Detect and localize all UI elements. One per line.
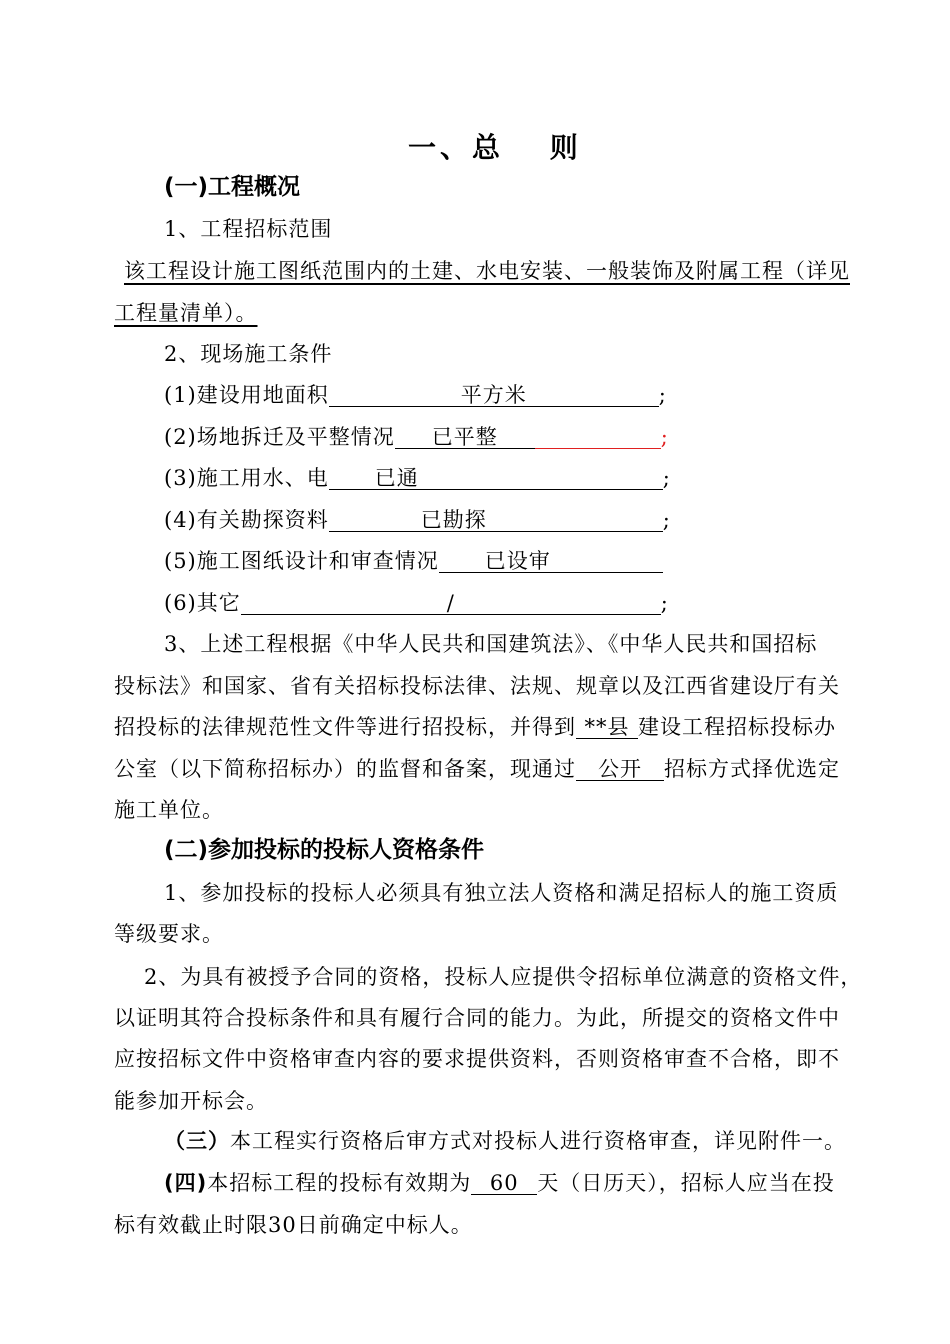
item2-label: 2、现场施工条件 xyxy=(164,342,333,366)
section2-p2-line4: 能参加开标会。 xyxy=(114,1089,268,1113)
condition-value: 已平整 xyxy=(395,422,535,449)
item3-line4-a: 公室（以下简称招标办）的监督和备案，现通过 xyxy=(114,757,576,781)
item3-line2: 投标法》和国家、省有关招标投标法律、法规、规章以及江西省建设厅有关 xyxy=(114,674,840,698)
section3 xyxy=(164,1126,846,1156)
section-heading-3: （三） xyxy=(164,1129,230,1153)
condition-label: (2)场地拆迁及平整情况 xyxy=(164,425,395,449)
page-title: 一、总 则 xyxy=(408,131,582,164)
item1-text-line1: 该工程设计施工图纸范围内的土建、水电安装、一般装饰及附属工程（详见 xyxy=(124,259,850,283)
section-heading-2: (二)参加投标的投标人资格条件 xyxy=(164,837,485,863)
section4-line2: 标有效截止时限30日前确定中标人。 xyxy=(114,1213,473,1237)
condition-value: 已设审 xyxy=(484,549,551,573)
condition-4 xyxy=(164,505,671,535)
condition-end: ; xyxy=(660,425,669,449)
condition-value-underline xyxy=(439,546,663,573)
condition-value-underline xyxy=(329,463,663,490)
section2-p2-line1: 2、为具有被授予合同的资格，投标人应提供令招标单位满意的资格文件， xyxy=(144,965,863,989)
section2-p2-line3: 应按招标文件中资格审查内容的要求提供资料，否则资格审查不合格，即不 xyxy=(114,1047,840,1071)
condition-end: ; xyxy=(658,383,667,407)
item1-text-line2: 工程量清单）。 xyxy=(114,301,258,325)
condition-end: ; xyxy=(662,466,671,490)
item3-line4-b: 招标方式择优选定 xyxy=(664,757,840,781)
condition-value-underline xyxy=(329,505,663,532)
condition-red-underline xyxy=(535,422,661,449)
condition-label: (4)有关勘探资料 xyxy=(164,508,329,532)
section2-p1-line2: 等级要求。 xyxy=(114,922,224,946)
section-heading-4: (四) xyxy=(164,1171,208,1195)
condition-6 xyxy=(164,588,669,618)
condition-value: 已勘探 xyxy=(420,508,487,532)
section4-text-a: 本招标工程的投标有效期为 xyxy=(207,1171,472,1195)
section3-text: 本工程实行资格后审方式对投标人进行资格审查，详见附件一。 xyxy=(230,1129,846,1153)
condition-5 xyxy=(164,546,663,576)
item3-line4 xyxy=(114,754,840,784)
county-value: **县 xyxy=(576,712,638,739)
condition-value: / xyxy=(241,588,661,615)
condition-value: 平方米 xyxy=(329,380,659,407)
condition-2 xyxy=(164,422,669,452)
method-value: 公开 xyxy=(576,754,664,781)
condition-label: (5)施工图纸设计和审查情况 xyxy=(164,549,439,573)
section4-text-b: 天（日历天），招标人应当在投 xyxy=(537,1171,835,1195)
condition-3 xyxy=(164,463,671,493)
condition-label: (1)建设用地面积 xyxy=(164,383,329,407)
item3-line1: 3、上述工程根据《中华人民共和国建筑法》、《中华人民共和国招标 xyxy=(164,632,818,656)
validity-days-value: 60 xyxy=(471,1168,537,1195)
condition-1 xyxy=(164,380,667,410)
condition-label: (3)施工用水、电 xyxy=(164,466,329,490)
item3-line3-b: 建设工程招标投标办 xyxy=(638,715,836,739)
section2-p2-line2: 以证明其符合投标条件和具有履行合同的能力。为此，所提交的资格文件中 xyxy=(114,1006,840,1030)
condition-label: (6)其它 xyxy=(164,591,241,615)
section4-line1 xyxy=(164,1168,835,1198)
item3-line3 xyxy=(114,712,836,742)
condition-end: ; xyxy=(660,591,669,615)
item3-line3-a: 招投标的法律规范性文件等进行招投标，并得到 xyxy=(114,715,576,739)
condition-end: ; xyxy=(662,508,671,532)
section2-p1-line1: 1、参加投标的投标人必须具有独立法人资格和满足招标人的施工资质 xyxy=(164,881,839,905)
condition-value: 已通 xyxy=(374,466,419,490)
item1-label: 1、工程招标范围 xyxy=(164,217,333,241)
item3-line5: 施工单位。 xyxy=(114,798,224,822)
section-heading-1: (一)工程概况 xyxy=(164,174,301,200)
